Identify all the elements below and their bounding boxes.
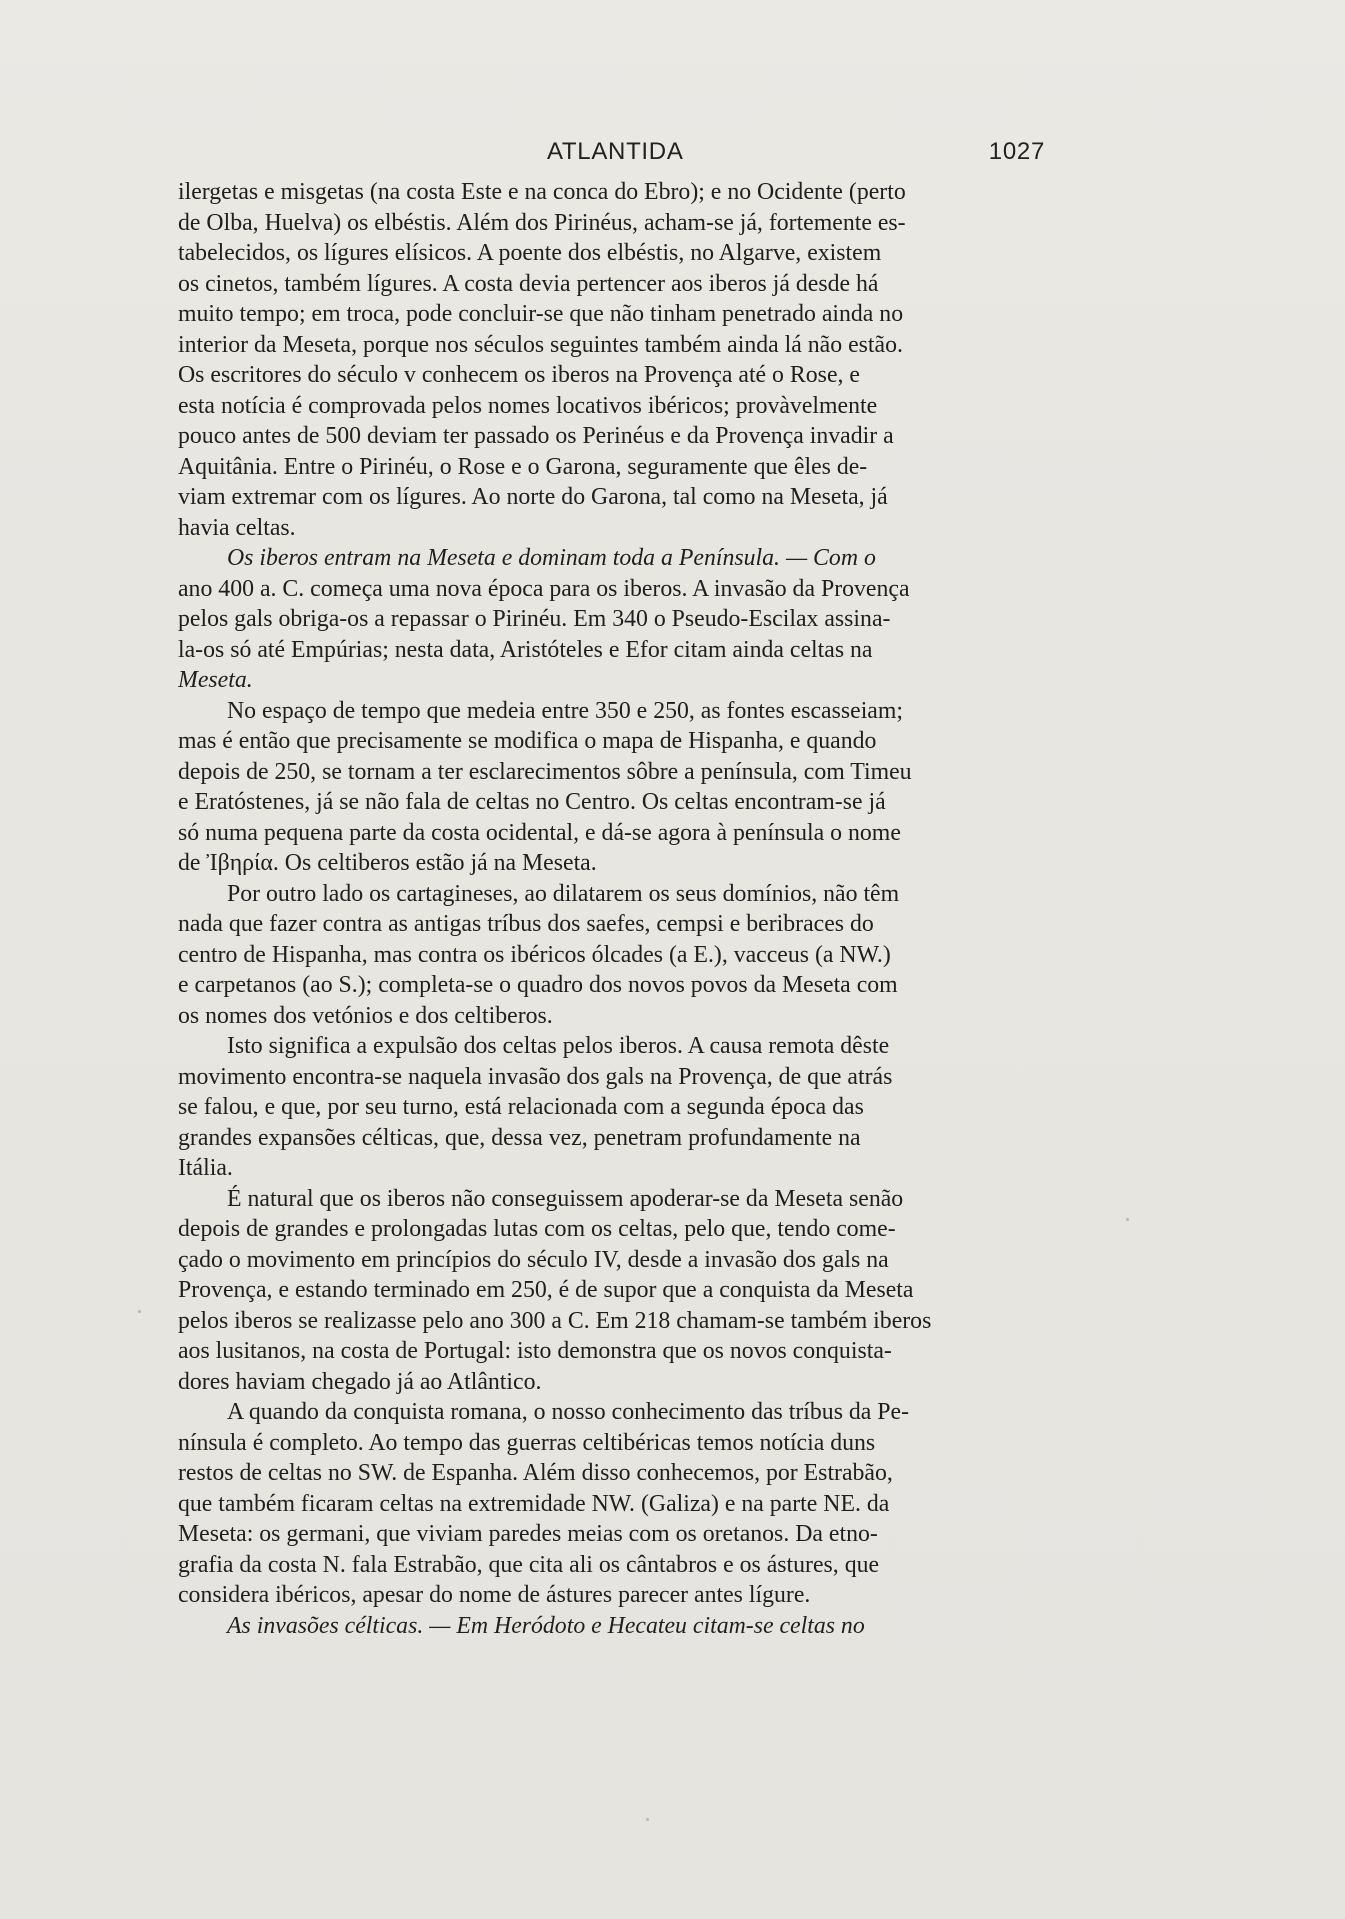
text-line: considera ibéricos, apesar do nome de ástures parecer antes lígure. bbox=[178, 1582, 811, 1608]
text-line: aos lusitanos, na costa de Portugal: isto demonstra que os novos conquista- bbox=[178, 1338, 892, 1364]
text-line: os cinetos, também lígures. A costa devia pertencer aos iberos já desde há bbox=[178, 270, 879, 297]
text-line: Meseta: os germani, que viviam paredes meias com os oretanos. Da etno- bbox=[178, 1521, 878, 1547]
text-line: esta notícia é comprovada pelos nomes locativos ibéricos; provàvelmente bbox=[178, 392, 878, 419]
text-line: pouco antes de 500 deviam ter passado os Perinéus e da Provença invadir a bbox=[178, 423, 894, 449]
scan-speck bbox=[138, 1310, 141, 1313]
text-line: nada que fazer contra as antigas tríbus dos saefes, cempsi e beribraces do bbox=[178, 911, 874, 937]
text-line: restos de celtas no SW. de Espanha. Além disso conhecemos, por Estrabão, bbox=[178, 1460, 893, 1486]
text-line: que também ficaram celtas na extremidade NW. (Galiza) e na parte NE. da bbox=[178, 1490, 890, 1517]
text-line: mas é então que precisamente se modifica o mapa de Hispanha, e quando bbox=[178, 728, 877, 754]
paragraph-start: No espaço de tempo que medeia entre 350 e 250, as fontes escasseiam; bbox=[227, 697, 903, 724]
text-line: pelos gals obriga-os a repassar o Pirinéu. Em 340 o Pseudo-Escilax assina- bbox=[178, 606, 891, 632]
paragraph-start: É natural que os iberos não conseguissem apoderar-se da Meseta senão bbox=[227, 1185, 904, 1212]
text-line: se falou, e que, por seu turno, está relacionada com a segunda época das bbox=[178, 1094, 864, 1120]
text-line: movimento encontra-se naquela invasão dos gals na Provença, de que atrás bbox=[178, 1063, 893, 1090]
text-line: interior da Meseta, porque nos séculos seguintes também ainda lá não estão. bbox=[178, 331, 903, 358]
paragraph-start: Por outro lado os cartagineses, ao dilatarem os seus domínios, não têm bbox=[227, 880, 900, 907]
section-heading: As invasões célticas. — Em Heródoto e Hecateu citam-se celtas no bbox=[227, 1612, 865, 1639]
text-line: de Olba, Huelva) os elbéstis. Além dos Pirinéus, acham-se já, fortemente es- bbox=[178, 209, 906, 236]
paragraph-start: Isto significa a expulsão dos celtas pelos iberos. A causa remota dêste bbox=[227, 1033, 890, 1059]
text-line: depois de grandes e prolongadas lutas com os celtas, pelo que, tendo come- bbox=[178, 1216, 896, 1242]
text-line: ano 400 a. C. começa uma nova época para os iberos. A invasão da Provença bbox=[178, 575, 910, 602]
text-line: dores haviam chegado já ao Atlântico. bbox=[178, 1368, 542, 1395]
text-line: Itália. bbox=[178, 1155, 233, 1181]
paragraph-start: A quando da conquista romana, o nosso conhecimento das tríbus da Pe- bbox=[227, 1399, 910, 1425]
body-text bbox=[178, 177, 1048, 1641]
scan-speck bbox=[646, 1818, 649, 1821]
text-line: havia celtas. bbox=[178, 514, 296, 541]
running-title: ATLANTIDA bbox=[547, 138, 684, 165]
text-line: os nomes dos vetónios e dos celtiberos. bbox=[178, 1002, 553, 1029]
text-line: pelos iberos se realizasse pelo ano 300 a C. Em 218 chamam-se também iberos bbox=[178, 1307, 932, 1334]
text-line: e Eratóstenes, já se não fala de celtas no Centro. Os celtas encontram-se já bbox=[178, 789, 886, 815]
text-line: Aquitânia. Entre o Pirinéu, o Rose e o Garona, seguramente que êles de- bbox=[178, 453, 868, 480]
text-line: grandes expansões célticas, que, dessa vez, penetram profundamente na bbox=[178, 1124, 861, 1151]
text-line: Provença, e estando terminado em 250, é de supor que a conquista da Meseta bbox=[178, 1277, 914, 1303]
page-header bbox=[175, 138, 1055, 178]
text-line: Meseta. bbox=[178, 667, 253, 693]
text-line: de Ἰβηρία. Os celtiberos estão já na Meseta. bbox=[178, 850, 597, 876]
text-line: nínsula é completo. Ao tempo das guerras celtibéricas temos notícia duns bbox=[178, 1429, 876, 1456]
scan-speck bbox=[1126, 1218, 1129, 1221]
text-line: çado o movimento em princípios do século IV, desde a invasão dos gals na bbox=[178, 1246, 889, 1273]
text-line: viam extremar com os lígures. Ao norte do Garona, tal como na Meseta, já bbox=[178, 484, 888, 510]
section-heading: Os iberos entram na Meseta e dominam toda a Península. — Com o bbox=[227, 545, 876, 571]
text-line: e carpetanos (ao S.); completa-se o quadro dos novos povos da Meseta com bbox=[178, 972, 898, 998]
page-number: 1027 bbox=[988, 138, 1045, 165]
text-line: la-os só até Empúrias; nesta data, Aristóteles e Efor citam ainda celtas na bbox=[178, 636, 873, 663]
text-line: grafia da costa N. fala Estrabão, que cita ali os cântabros e os ástures, que bbox=[178, 1551, 880, 1578]
text-line: só numa pequena parte da costa ocidental, e dá-se agora à península o nome bbox=[178, 819, 901, 846]
text-line: muito tempo; em troca, pode concluir-se que não tinham penetrado ainda no bbox=[178, 301, 904, 327]
text-line: centro de Hispanha, mas contra os ibéricos ólcades (a E.), vacceus (a NW.) bbox=[178, 941, 891, 968]
text-line: Os escritores do século v conhecem os iberos na Provença até o Rose, e bbox=[178, 362, 860, 388]
text-line: depois de 250, se tornam a ter esclarecimentos sôbre a península, com Timeu bbox=[178, 758, 912, 785]
text-line: tabelecidos, os lígures elísicos. A poente dos elbéstis, no Algarve, existem bbox=[178, 240, 882, 266]
text-line: ilergetas e misgetas (na costa Este e na conca do Ebro); e no Ocidente (perto bbox=[178, 179, 906, 205]
